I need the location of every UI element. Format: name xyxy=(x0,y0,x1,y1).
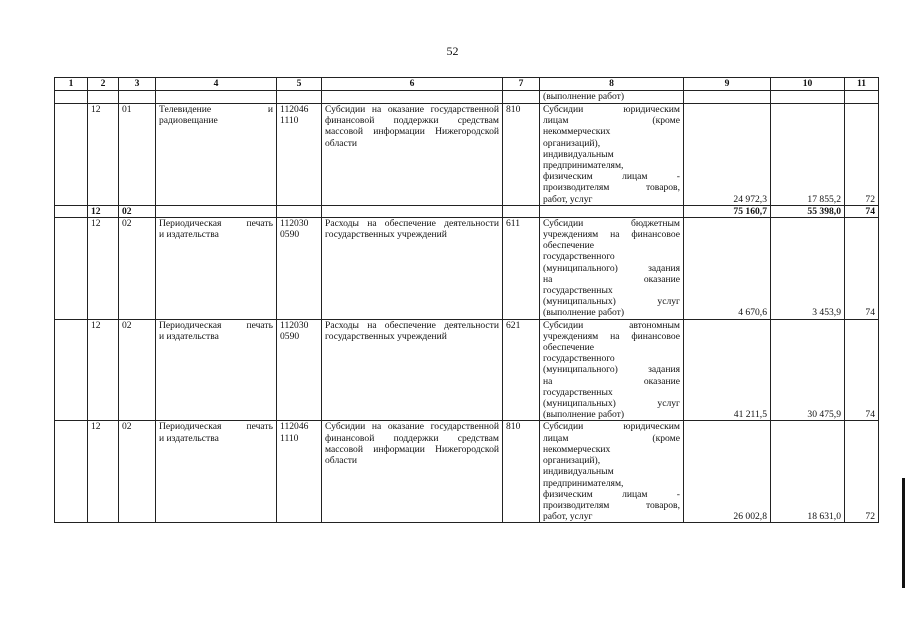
cell-subsection: 01 xyxy=(119,104,156,206)
cell-section: 12 xyxy=(88,217,119,319)
cell-subsection: 02 xyxy=(119,319,156,421)
cell-amount-fact: 3 453,9 xyxy=(771,217,845,319)
table-row xyxy=(55,217,879,319)
cell-expense-description: Субсидии на оказание государственной финансовой поддержки средствам массовой информации Нижегородской области xyxy=(322,421,503,523)
cell-type-code: 810 xyxy=(503,421,540,523)
cell-name xyxy=(156,205,277,217)
cell-col-1 xyxy=(55,205,88,217)
cell-name: Периодическая печать и издательства xyxy=(156,421,277,523)
cell-amount-plan: 75 160,7 xyxy=(684,205,771,217)
cell-name: Периодическая печать и издательства xyxy=(156,319,277,421)
cell-amount-plan: 4 670,6 xyxy=(684,217,771,319)
table-row xyxy=(55,421,879,523)
cell-amount-fact: 30 475,9 xyxy=(771,319,845,421)
cell-recipient-description: Субсидии юридическим лицам (кроме некоммерческих организаций), индивидуальным предпринимателям, физическим лицам - производителям товаров, работ, услуг xyxy=(540,421,684,523)
cell-percent: 72 xyxy=(845,104,879,206)
cell-col-1 xyxy=(55,217,88,319)
cell-amount-fact: 17 855,2 xyxy=(771,104,845,206)
cell-amount-fact: 55 398,0 xyxy=(771,205,845,217)
cell-section: 12 xyxy=(88,104,119,206)
cell-type-code: 810 xyxy=(503,104,540,206)
cell-amount-plan: 24 972,3 xyxy=(684,104,771,206)
cell-section: 12 xyxy=(88,319,119,421)
cell-expense-description xyxy=(322,205,503,217)
table-total-row xyxy=(55,205,879,217)
cell-recipient-description: Субсидии бюджетным учреждениям на финансовое обеспечение государственного (муниципального) задания на оказание государственных (муниципальных) услуг (выполнение работ) xyxy=(540,217,684,319)
header-col-10: 10 xyxy=(771,78,845,91)
cell-section: 12 xyxy=(88,421,119,523)
cell-col-1 xyxy=(55,421,88,523)
cell-col-1 xyxy=(55,319,88,421)
header-col-8: 8 xyxy=(540,78,684,91)
header-col-4: 4 xyxy=(156,78,277,91)
cell-subsection: 02 xyxy=(119,217,156,319)
continuation-row xyxy=(55,91,879,104)
cell-percent: 74 xyxy=(845,319,879,421)
cell-recipient-description: Субсидии автономным учреждениям на финансовое обеспечение государственного (муниципального) задания на оказание государственных (муниципальных) услуг (выполнение работ) xyxy=(540,319,684,421)
cell-amount-plan: 26 002,8 xyxy=(684,421,771,523)
header-col-5: 5 xyxy=(277,78,322,91)
cell-percent: 74 xyxy=(845,217,879,319)
budget-table xyxy=(54,77,879,523)
cell-target-code: 112030 0590 xyxy=(277,217,322,319)
header-col-3: 3 xyxy=(119,78,156,91)
table-row xyxy=(55,104,879,206)
cell-col-1 xyxy=(55,104,88,206)
cell-expense-description: Субсидии на оказание государственной финансовой поддержки средствам массовой информации Нижегородской области xyxy=(322,104,503,206)
cell-subsection: 02 xyxy=(119,421,156,523)
cell-expense-description: Расходы на обеспечение деятельности государственных учреждений xyxy=(322,319,503,421)
cell-percent: 72 xyxy=(845,421,879,523)
header-row xyxy=(55,78,879,91)
cell-type-code xyxy=(503,205,540,217)
cell-subsection: 02 xyxy=(119,205,156,217)
cell-type-code: 621 xyxy=(503,319,540,421)
cell-section: 12 xyxy=(88,205,119,217)
header-col-6: 6 xyxy=(322,78,503,91)
cell-name: Телевидение и радиовещание xyxy=(156,104,277,206)
cell-target-code: 112046 1110 xyxy=(277,421,322,523)
table-row xyxy=(55,319,879,421)
cell-target-code xyxy=(277,205,322,217)
continuation-text: (выполнение работ) xyxy=(540,91,684,104)
cell-recipient-description: Субсидии юридическим лицам (кроме некоммерческих организаций), индивидуальным предпринимателям, физическим лицам - производителям товаров, работ, услуг xyxy=(540,104,684,206)
header-col-7: 7 xyxy=(503,78,540,91)
cell-type-code: 611 xyxy=(503,217,540,319)
cell-amount-fact: 18 631,0 xyxy=(771,421,845,523)
header-col-11: 11 xyxy=(845,78,879,91)
cell-target-code: 112030 0590 xyxy=(277,319,322,421)
header-col-2: 2 xyxy=(88,78,119,91)
cell-name: Периодическая печать и издательства xyxy=(156,217,277,319)
cell-target-code: 112046 1110 xyxy=(277,104,322,206)
cell-percent: 74 xyxy=(845,205,879,217)
header-col-1: 1 xyxy=(55,78,88,91)
header-col-9: 9 xyxy=(684,78,771,91)
cell-expense-description: Расходы на обеспечение деятельности государственных учреждений xyxy=(322,217,503,319)
page-number: 52 xyxy=(446,44,459,58)
cell-recipient-description xyxy=(540,205,684,217)
cell-amount-plan: 41 211,5 xyxy=(684,319,771,421)
